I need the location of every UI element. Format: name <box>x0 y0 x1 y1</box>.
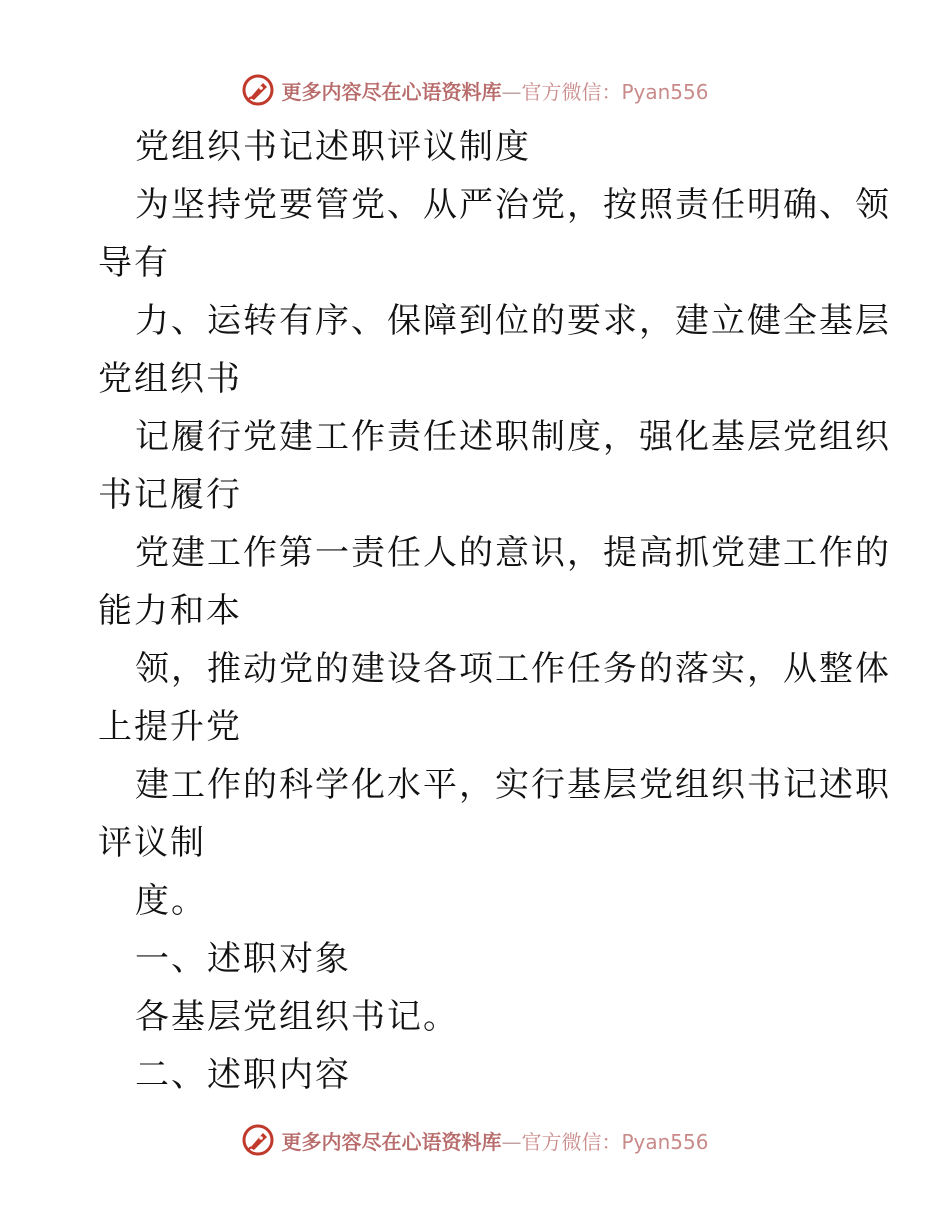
watermark-brand: 更多内容尽在心语资料库 <box>281 1129 502 1154</box>
watermark-separator: — <box>501 79 522 104</box>
text-line: 能力和本 <box>98 591 242 631</box>
watermark-text <box>281 1126 708 1155</box>
header-watermark <box>0 70 950 110</box>
section-heading: 二、述职内容 <box>135 1055 351 1095</box>
text-line: 书记履行 <box>98 475 242 515</box>
footer-watermark <box>0 1120 950 1160</box>
text-line: 度。 <box>135 881 207 921</box>
watermark-brand: 更多内容尽在心语资料库 <box>281 79 502 104</box>
text-line: 导有 <box>98 243 170 283</box>
watermark-separator: — <box>501 1129 522 1154</box>
pen-nib-circle-icon <box>241 1123 275 1157</box>
text-line: 力、运转有序、保障到位的要求，建立健全基层 <box>135 301 891 341</box>
watermark-text <box>281 76 708 105</box>
text-line: 党建工作第一责任人的意识，提高抓党建工作的 <box>135 533 891 573</box>
text-line: 领，推动党的建设各项工作任务的落实，从整体 <box>135 649 891 689</box>
watermark-contact: 官方微信：Pyan556 <box>521 1129 709 1154</box>
text-line: 记履行党建工作责任述职制度，强化基层党组织 <box>135 417 891 457</box>
watermark-contact: 官方微信：Pyan556 <box>521 79 709 104</box>
text-line: 各基层党组织书记。 <box>135 997 459 1037</box>
text-line: 为坚持党要管党、从严治党，按照责任明确、领 <box>135 185 891 225</box>
text-line: 党组织书 <box>98 359 242 399</box>
text-line: 上提升党 <box>98 707 242 747</box>
section-heading: 一、述职对象 <box>135 939 351 979</box>
text-line: 建工作的科学化水平，实行基层党组织书记述职 <box>135 765 891 805</box>
pen-nib-circle-icon <box>241 73 275 107</box>
document-body <box>98 118 891 1104</box>
text-line: 评议制 <box>98 823 206 863</box>
document-title: 党组织书记述职评议制度 <box>135 127 531 167</box>
